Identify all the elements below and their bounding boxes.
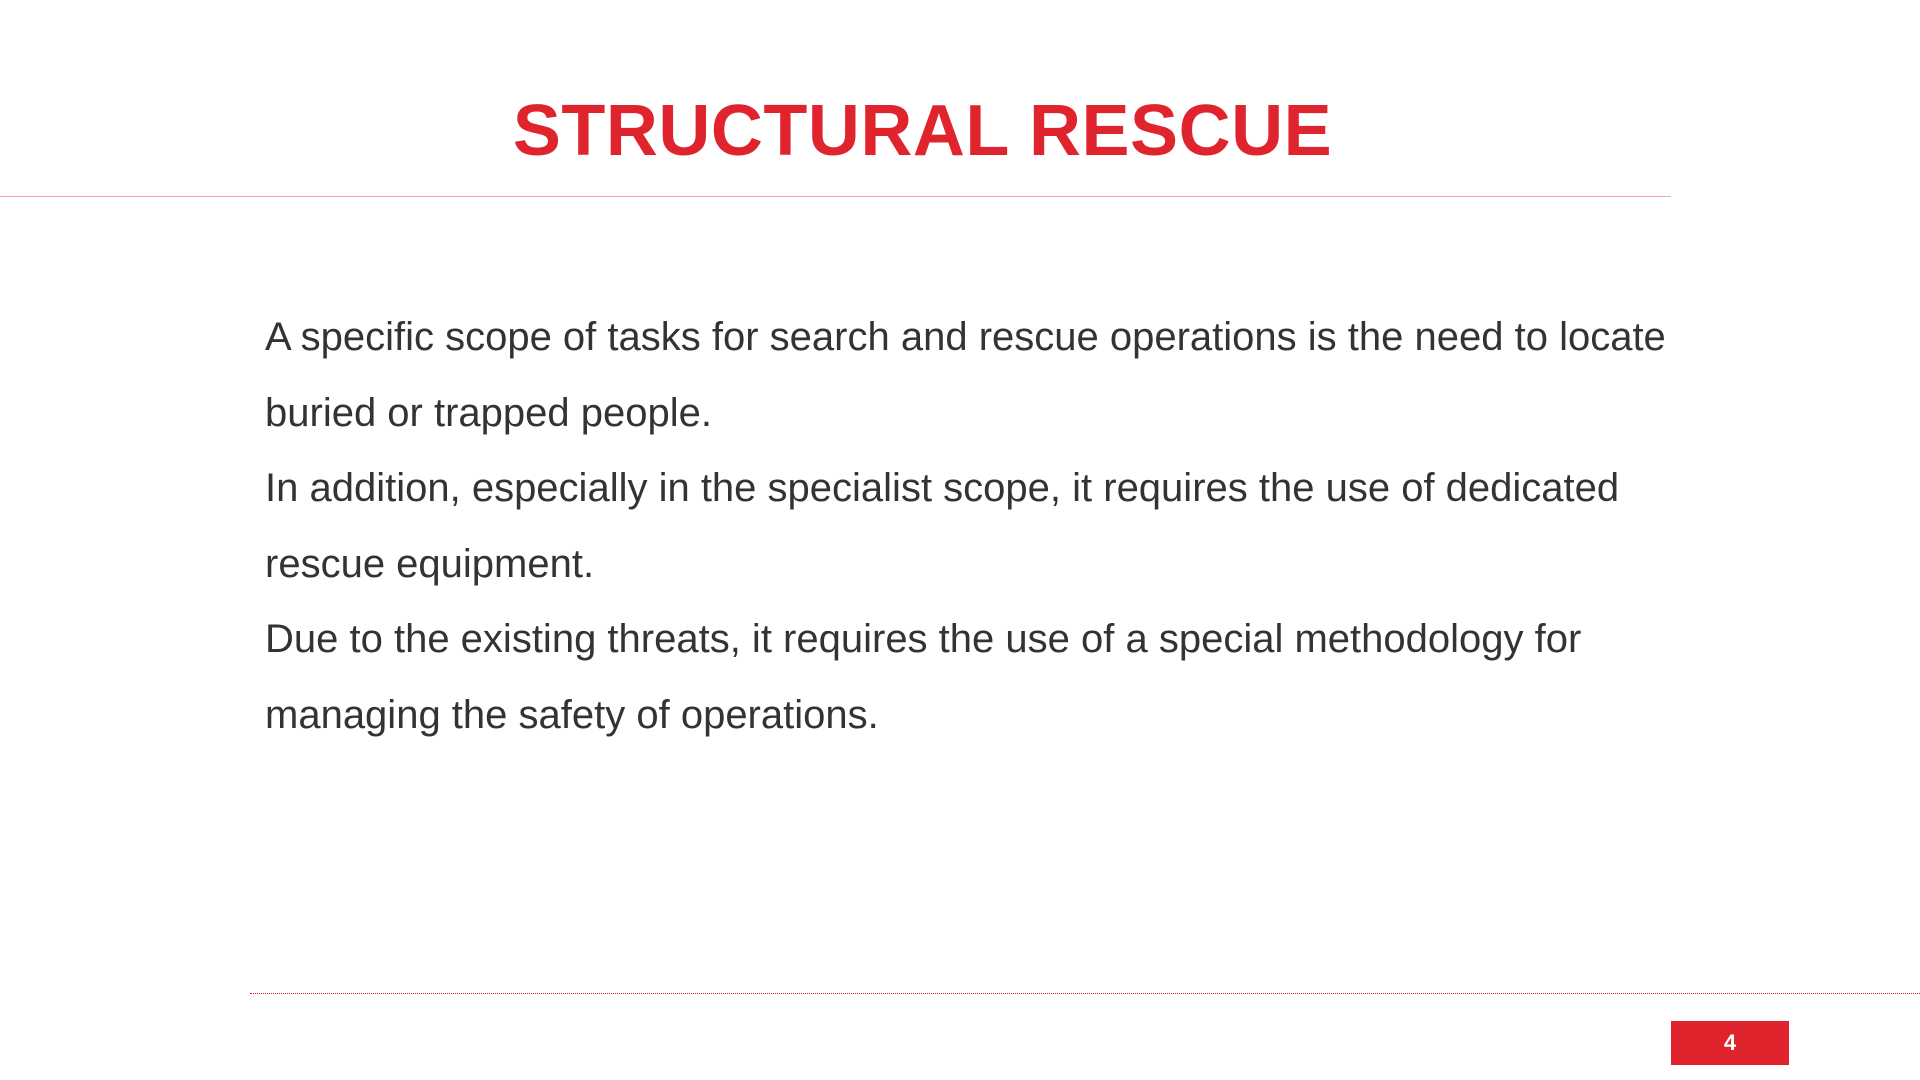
slide-title: STRUCTURAL RESCUE [512,91,1333,171]
paragraph-rescue-equipment: In addition, especially in the specialist scope, it requires the use of dedicated rescue equipment. [265,466,1620,586]
title-divider [0,196,1671,197]
footer-divider [250,993,1920,994]
paragraph-locate-people: A specific scope of tasks for search and rescue operations is the need to locate buried or trapped people. [265,315,1666,435]
slide-body [265,300,1685,753]
paragraph-safety-methodology: Due to the existing threats, it requires the use of a special methodology for managing the safety of operations. [265,617,1582,737]
page-number-badge: 4 [1671,1021,1789,1065]
